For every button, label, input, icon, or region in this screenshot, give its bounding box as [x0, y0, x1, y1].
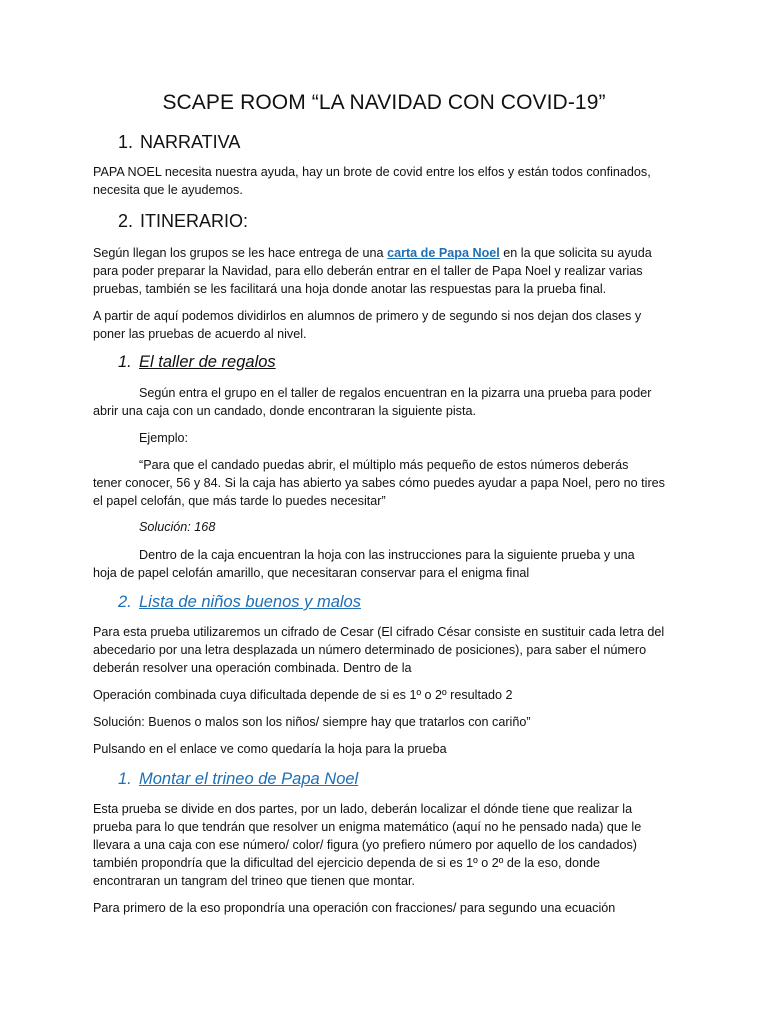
heading-text: NARRATIVA — [140, 132, 241, 152]
paragraph-operacion: Operación combinada cuya dificultada depende de si es 1º o 2º resultado 2 — [93, 688, 513, 702]
paragraph-trineo-1: Esta prueba se divide en dos partes, por un lado, deberán localizar el dónde tiene que realizar la prueba para lo que tendrán que resolver un enigma matemático (aquí no he pensado nada) que le llevara a una caja con ese número/ color/ figura (yo prefiero número por aquello de los candados) también propondría que la dificultad del ejercicio dependa de si es 1º o 2º de la eso, donde encontraran un tangram del trineo que tienen que montar. — [93, 802, 642, 888]
paragraph-solucion-1: Solución: 168 — [139, 520, 216, 534]
heading-itinerario — [118, 209, 248, 233]
paragraph-taller-1: Según entra el grupo en el taller de regalos encuentran en la pizarra una prueba para poder abrir una caja con un candado, donde encontraran la siguiente pista. — [93, 386, 652, 418]
heading-number: 2. — [118, 211, 134, 231]
carta-papa-noel-link[interactable]: carta de Papa Noel — [387, 246, 500, 260]
paragraph-taller-2: Dentro de la caja encuentran la hoja con las instrucciones para la siguiente prueba y una hoja de papel celofán amarillo, que necesitaran conservar para el enigma final — [93, 548, 635, 580]
paragraph-itinerario-2: A partir de aquí podemos dividirlos en alumnos de primero y de segundo si nos dejan dos clases y poner las pruebas de acuerdo al nivel. — [93, 309, 642, 341]
paragraph-cifrado: Para esta prueba utilizaremos un cifrado de Cesar (El cifrado César consiste en sustituir cada letra del abecedario por una letra desplazada un número determinado de posiciones), para saber el número deberán resolver una operación combinada. Dentro de la — [93, 625, 665, 675]
heading-narrativa — [118, 130, 240, 154]
document-title: SCAPE ROOM “LA NAVIDAD CON COVID-19” — [162, 91, 606, 114]
heading-text: ITINERARIO: — [140, 211, 249, 231]
paragraph-quote: “Para que el candado puedas abrir, el múltiplo más pequeño de estos números deberás tener conocer, 56 y 84. Si la caja has abierto ya sabes cómo puedes ayudar a papa Noel, pero no tires el papel celofán, que más tarde lo puedes necesitar” — [93, 458, 665, 508]
paragraph-enlace: Pulsando en el enlace ve como quedaría la hoja para la prueba — [93, 742, 447, 756]
paragraph-trineo-2: Para primero de la eso propondría una operación con fracciones/ para segundo una ecuación — [93, 901, 616, 915]
heading-montar-trineo[interactable]: 1. Montar el trineo de Papa Noel — [118, 770, 359, 788]
paragraph-narrativa: PAPA NOEL necesita nuestra ayuda, hay un brote de covid entre los elfos y están todos confinados, necesita que le ayudemos. — [93, 165, 651, 197]
heading-number: 1. — [118, 132, 134, 152]
heading-taller-regalos: 1. El taller de regalos — [118, 353, 276, 371]
paragraph-itinerario-1: Según llegan los grupos se les hace entrega de una carta de Papa Noel en la que solicita su ayuda para poder preparar la Navidad, para ello deberán entrar en el taller de Papa Noel y realizar varias pruebas, también se les facilitará una hoja donde anotar las respuestas para la prueba final. — [93, 246, 652, 296]
paragraph-ejemplo: Ejemplo: — [139, 431, 188, 445]
paragraph-solucion-2: Solución: Buenos o malos son los niños/ siempre hay que tratarlos con cariño” — [93, 715, 531, 729]
heading-lista-ninos[interactable]: 2. Lista de niños buenos y malos — [118, 593, 361, 611]
